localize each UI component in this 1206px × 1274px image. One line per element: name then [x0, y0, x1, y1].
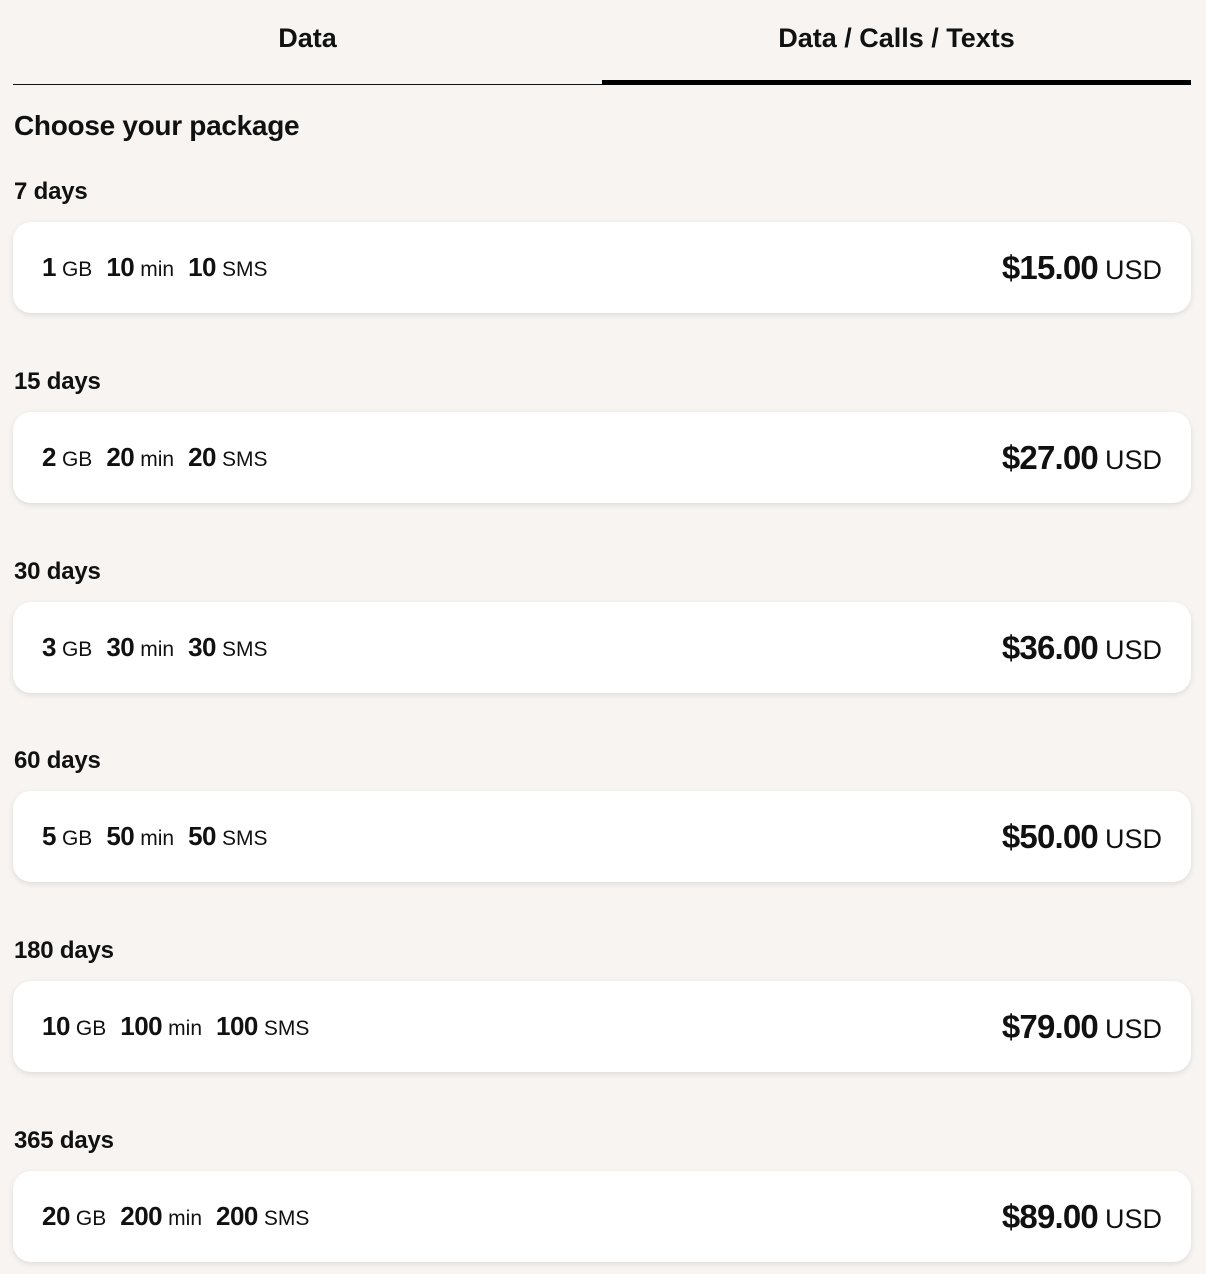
package-duration: 30 days	[14, 558, 101, 585]
sms-amount: 20	[188, 442, 216, 472]
package-type-tabs	[13, 0, 1191, 85]
package-duration: 60 days	[14, 747, 101, 774]
data-unit: GB	[61, 827, 93, 850]
price-currency: USD	[1104, 254, 1162, 285]
package-price	[1002, 439, 1162, 477]
data-unit: GB	[75, 1207, 107, 1230]
minutes-unit: min	[140, 827, 175, 850]
package-group	[13, 172, 1191, 313]
package-group	[13, 741, 1191, 882]
sms-unit: SMS	[222, 258, 268, 281]
package-duration: 15 days	[14, 368, 101, 395]
package-group	[13, 1121, 1191, 1262]
package-card[interactable]	[13, 1171, 1191, 1262]
package-duration: 365 days	[14, 1127, 114, 1154]
sms-unit: SMS	[263, 1207, 310, 1230]
package-price	[1002, 1198, 1162, 1236]
package-card[interactable]	[13, 981, 1191, 1072]
data-unit: GB	[61, 638, 93, 661]
data-amount: 10	[42, 1011, 70, 1041]
data-amount: 1	[42, 252, 56, 282]
package-price	[1002, 629, 1162, 667]
price-currency: USD	[1104, 823, 1162, 854]
sms-unit: SMS	[222, 638, 268, 661]
price-amount: $89.00	[1001, 1197, 1098, 1235]
package-duration: 180 days	[14, 937, 114, 964]
data-amount: 5	[42, 821, 56, 851]
package-allowances	[42, 252, 282, 283]
data-unit: GB	[75, 1017, 107, 1040]
data-amount: 20	[42, 1201, 70, 1231]
minutes-amount: 50	[106, 821, 135, 851]
minutes-amount: 30	[106, 632, 135, 662]
data-unit: GB	[61, 448, 93, 471]
sms-amount: 10	[188, 252, 216, 282]
package-price	[1002, 1008, 1162, 1046]
page-title: Choose your package	[14, 110, 300, 141]
data-amount: 2	[42, 442, 56, 472]
price-amount: $15.00	[1001, 248, 1098, 286]
package-card[interactable]	[13, 602, 1191, 693]
sms-unit: SMS	[222, 448, 268, 471]
package-card[interactable]	[13, 791, 1191, 882]
package-allowances	[42, 632, 282, 663]
price-currency: USD	[1104, 634, 1162, 665]
minutes-amount: 100	[120, 1011, 163, 1041]
minutes-amount: 200	[120, 1201, 163, 1231]
price-currency: USD	[1104, 1203, 1162, 1234]
tab-data-calls-texts[interactable]: Data / Calls / Texts	[602, 0, 1191, 85]
data-unit: GB	[61, 258, 93, 281]
sms-unit: SMS	[263, 1017, 310, 1040]
tab-data[interactable]: Data	[13, 0, 602, 85]
minutes-unit: min	[140, 448, 175, 471]
price-amount: $79.00	[1001, 1007, 1098, 1045]
package-group	[13, 552, 1191, 693]
price-amount: $27.00	[1001, 438, 1098, 476]
minutes-amount: 10	[106, 252, 135, 282]
price-currency: USD	[1104, 444, 1162, 475]
data-amount: 3	[42, 632, 56, 662]
minutes-amount: 20	[106, 442, 135, 472]
package-group	[13, 931, 1191, 1072]
package-allowances	[42, 442, 282, 473]
minutes-unit: min	[168, 1207, 202, 1230]
price-amount: $36.00	[1001, 628, 1098, 666]
package-group	[13, 362, 1191, 503]
package-allowances	[42, 1201, 323, 1232]
price-amount: $50.00	[1001, 817, 1098, 855]
sms-amount: 50	[188, 821, 216, 851]
package-duration: 7 days	[14, 178, 88, 205]
minutes-unit: min	[140, 258, 175, 281]
sms-amount: 100	[216, 1011, 258, 1041]
sms-unit: SMS	[222, 827, 268, 850]
package-price	[1002, 249, 1162, 287]
sms-amount: 30	[188, 632, 216, 662]
package-card[interactable]	[13, 222, 1191, 313]
package-card[interactable]	[13, 412, 1191, 503]
minutes-unit: min	[168, 1017, 202, 1040]
package-allowances	[42, 1011, 323, 1042]
package-price	[1002, 818, 1162, 856]
sms-amount: 200	[216, 1201, 258, 1231]
minutes-unit: min	[140, 638, 175, 661]
package-allowances	[42, 821, 282, 852]
price-currency: USD	[1104, 1013, 1162, 1044]
